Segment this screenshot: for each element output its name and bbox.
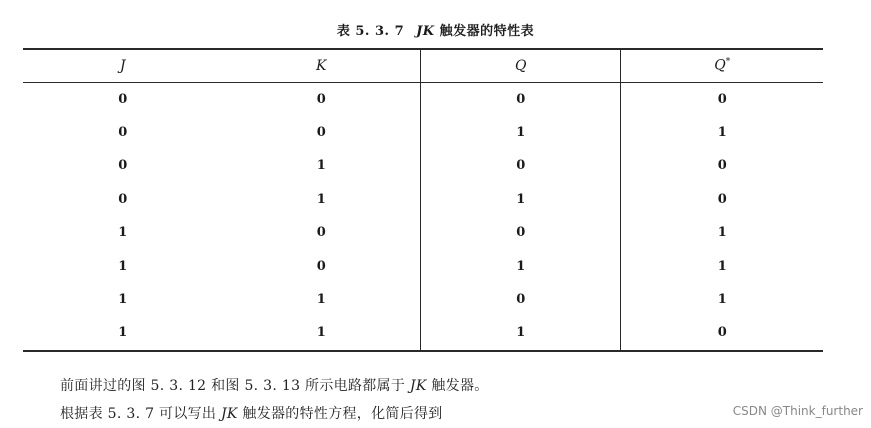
header-j: J [119,57,126,74]
cell-q-next: 0 [621,183,823,216]
caption-number: 表 5. 3. 7 [336,24,405,39]
cell-j: 1 [118,258,128,274]
table-row [23,183,823,216]
cell-k: 1 [316,158,326,174]
header-q-next-base: Q [714,58,726,75]
cell-q-next: 1 [621,283,823,316]
table-row [23,116,823,149]
cell-k: 0 [316,91,326,107]
cell-q: 0 [420,149,620,182]
para2-post: 触发器的特性方程，化简后得到 [237,406,443,422]
cell-q: 1 [420,116,620,149]
table-row [23,249,823,282]
cell-q-next: 1 [621,216,823,249]
cell-q: 1 [420,316,620,350]
cell-k: 0 [316,225,326,241]
cell-k: 1 [316,325,326,341]
para1-jk: JK [409,378,427,394]
header-q-next [621,49,823,82]
caption-title: 触发器的特性表 [434,24,535,39]
cell-j: 1 [118,292,128,308]
header-q: Q [420,49,620,82]
watermark: CSDN @Think_further [732,404,863,418]
header-q-next-star: * [725,57,731,68]
cell-j: 1 [118,225,128,241]
cell-j: 0 [118,125,128,141]
cell-q-next: 0 [621,316,823,350]
cell-q-next: 1 [621,249,823,282]
cell-q: 0 [420,216,620,249]
characteristic-table [23,48,823,352]
para1-post: 触发器。 [426,378,489,394]
para2-jk: JK [220,406,238,422]
cell-j: 1 [118,325,128,341]
cell-k: 1 [316,292,326,308]
table-body [23,82,823,351]
table-row [23,149,823,182]
para2-pre: 根据表 5. 3. 7 可以写出 [60,406,221,422]
table-row [23,316,823,350]
cell-k: 0 [316,258,326,274]
table-caption [0,20,871,39]
table-header-row [23,49,823,82]
table-row [23,283,823,316]
paragraph-line-1 [60,375,489,395]
cell-k: 1 [316,191,326,207]
paragraph-line-2 [60,403,443,423]
table-row [23,82,823,116]
cell-q: 1 [420,183,620,216]
table-row [23,216,823,249]
cell-q-next: 0 [621,149,823,182]
header-k: K [316,57,327,74]
cell-j: 0 [118,91,128,107]
cell-q: 0 [420,82,620,116]
cell-j: 0 [118,158,128,174]
cell-k: 0 [316,125,326,141]
cell-q-next: 0 [621,82,823,116]
cell-q: 1 [420,249,620,282]
cell-q: 0 [420,283,620,316]
cell-j: 0 [118,191,128,207]
para1-pre: 前面讲过的图 5. 3. 12 和图 5. 3. 13 所示电路都属于 [60,378,410,394]
cell-q-next: 1 [621,116,823,149]
caption-jk: JK [416,24,435,39]
